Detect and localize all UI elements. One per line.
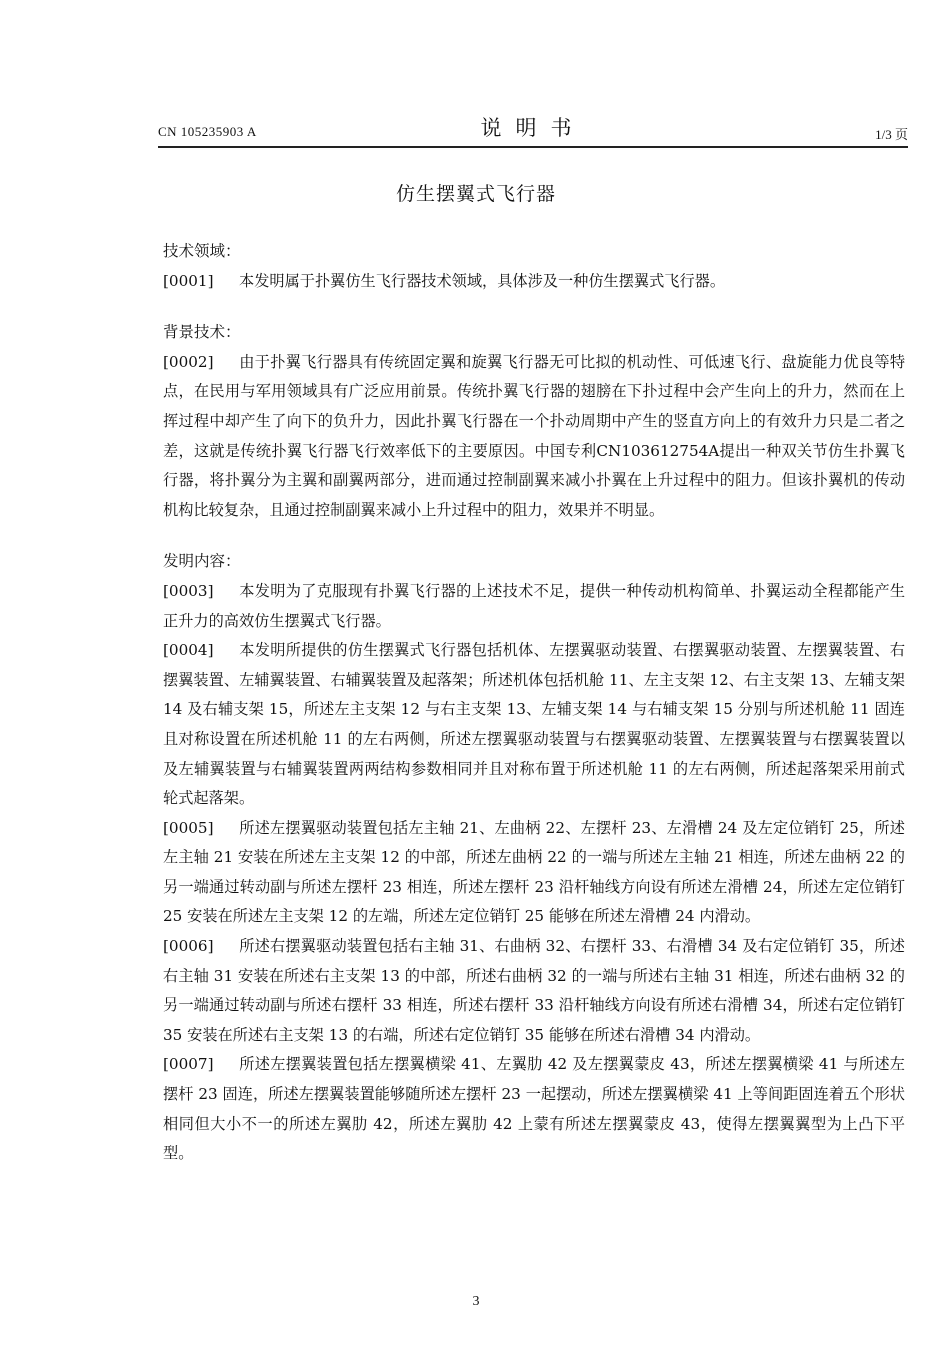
paragraph-number: [0001] [163, 271, 214, 290]
section-heading: 背景技术： [163, 323, 241, 342]
page-number: 3 [472, 1294, 480, 1309]
paragraph-text: 本发明所提供的仿生摆翼式飞行器包括机体、左摆翼驱动装置、右摆翼驱动装置、左摆翼装置、右摆翼装置、左辅翼装置、右辅翼装置及起落架；所述机体包括机舱 11、左主支架 12、右主支架 13、左辅支架 14 及右辅支架 15，所述左主支架 12 与右主支架 13、左辅支架 14 与右辅支架 15 分别与所述机舱 11 固连且对称设置在所述机舱 11 的左右两侧，所述左摆翼驱动装置与右摆翼驱动装置、左摆翼装置与右摆翼装置以及左辅翼装置与右辅翼装置两两结构参数相同并且对称布置于所述机舱 11 的左右两侧，所述起落架采用前式轮式起落架。 [163, 641, 905, 808]
document-type: 说明书 [480, 116, 586, 140]
document-title: 仿生摆翼式飞行器 [395, 183, 556, 205]
section-invention-content [163, 547, 905, 1168]
paragraph-0006 [163, 932, 905, 1050]
paragraph-text: 由于扑翼飞行器具有传统固定翼和旋翼飞行器无可比拟的机动性、可低速飞行、盘旋能力优良等特点，在民用与军用领域具有广泛应用前景。传统扑翼飞行器的翅膀在下扑过程中会产生向上的升力，然而在上挥过程中却产生了向下的负升力，因此扑翼飞行器在一个扑动周期中产生的竖直方向上的有效升力只是二者之差，这就是传统扑翼飞行器飞行效率低下的主要原因。中国专利CN103612754A提出一种双关节仿生扑翼飞行器，将扑翼分为主翼和副翼两部分，进而通过控制副翼来减小扑翼在上升过程中的阻力。但该扑翼机的传动机构比较复杂，且通过控制副翼来减小上升过程中的阻力，效果并不明显。 [163, 352, 905, 519]
paragraph-number: [0007] [163, 1055, 214, 1074]
section-heading: 发明内容： [163, 552, 241, 571]
paragraph-text: 本发明属于扑翼仿生飞行器技术领域，具体涉及一种仿生摆翼式飞行器。 [239, 271, 725, 290]
document-body [163, 237, 905, 1169]
paragraph-0002 [163, 348, 905, 526]
paragraph-0004 [163, 636, 905, 814]
paragraph-0007 [163, 1050, 905, 1168]
paragraph-text: 所述左摆翼驱动装置包括左主轴 21、左曲柄 22、左摆杆 23、左滑槽 24 及左定位销钉 25，所述左主轴 21 安装在所述左主支架 12 的中部，所述左曲柄 22 的一端与所述左主轴 21 相连，所述左曲柄 22 的另一端通过转动副与所述左摆杆 23 相连，所述左摆杆 23 沿杆轴线方向设有所述左滑槽 24，所述左定位销钉 25 安装在所述左主支架 12 的左端，所述左定位销钉 25 能够在所述左滑槽 24 内滑动。 [163, 818, 905, 926]
section-heading: 技术领域： [163, 242, 241, 260]
paragraph-number: [0003] [163, 581, 214, 600]
section-background [163, 318, 905, 525]
section-technical-field [163, 237, 905, 296]
publication-number: CN 105235903 A [158, 124, 257, 139]
paragraph-number: [0002] [163, 352, 214, 371]
paragraph-number: [0004] [163, 641, 214, 660]
paragraph-0001 [163, 267, 905, 297]
paragraph-0003 [163, 577, 905, 636]
paragraph-number: [0005] [163, 818, 214, 837]
paragraph-number: [0006] [163, 937, 214, 956]
paragraph-text: 本发明为了克服现有扑翼飞行器的上述技术不足，提供一种传动机构简单、扑翼运动全程都能产生正升力的高效仿生摆翼式飞行器。 [163, 581, 905, 630]
page-info: 1/3 页 [875, 127, 908, 142]
paragraph-text: 所述右摆翼驱动装置包括右主轴 31、右曲柄 32、右摆杆 33、右滑槽 34 及右定位销钉 35，所述右主轴 31 安装在所述右主支架 13 的中部，所述右曲柄 32 的一端与所述右主轴 31 相连，所述右曲柄 32 的另一端通过转动副与所述右摆杆 33 相连，所述右摆杆 33 沿杆轴线方向设有所述右滑槽 34，所述右定位销钉 35 安装在所述右主支架 13 的右端，所述右定位销钉 35 能够在所述右滑槽 34 内滑动。 [163, 937, 905, 1044]
page-header [158, 112, 908, 148]
paragraph-text: 所述左摆翼装置包括左摆翼横梁 41、左翼肋 42 及左摆翼蒙皮 43，所述左摆翼横梁 41 与所述左摆杆 23 固连，所述左摆翼装置能够随所述左摆杆 23 一起摆动，所述左摆翼横梁 41 上等间距固连着五个形状相同但大小不一的所述左翼肋 42，所述左翼肋 42 上蒙有所述左摆翼蒙皮 43，使得左摆翼翼型为上凸下平型。 [163, 1055, 905, 1163]
paragraph-0005 [163, 814, 905, 932]
